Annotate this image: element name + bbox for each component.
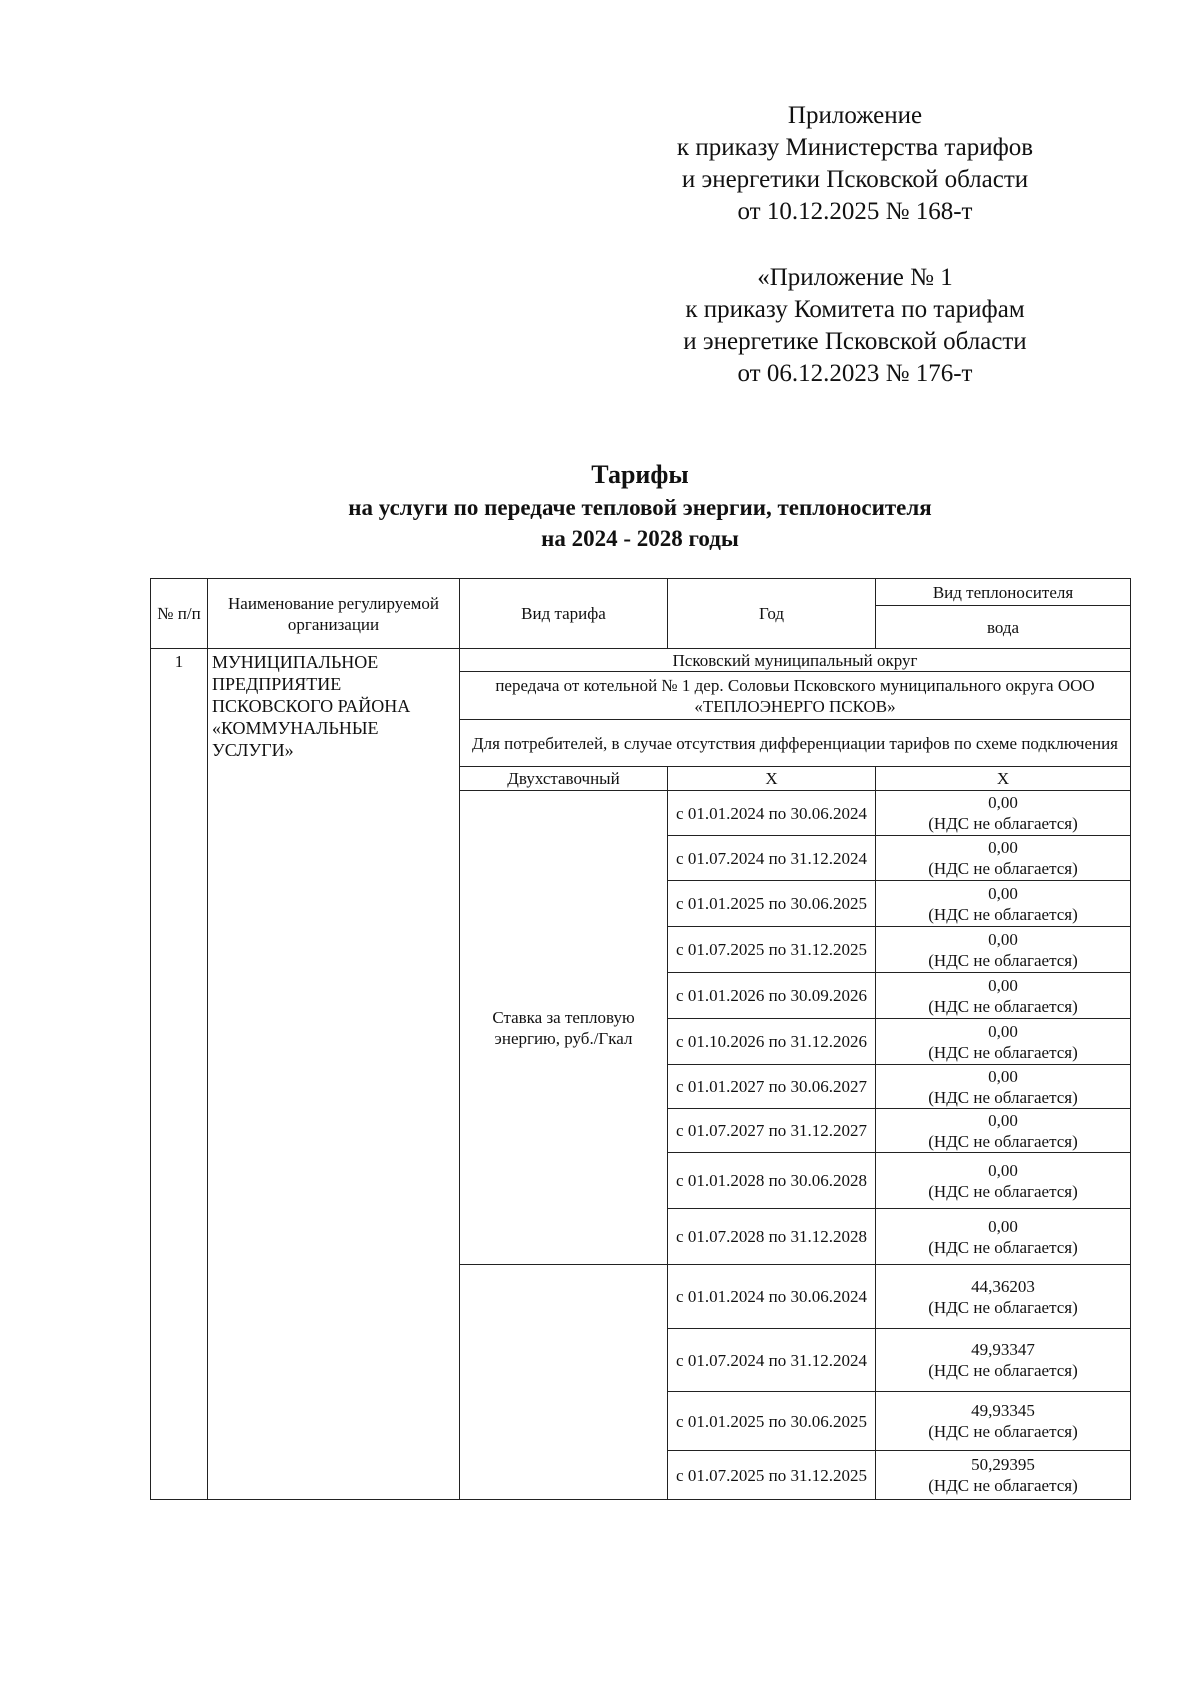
vat-note: (НДС не облагается) (928, 1476, 1078, 1495)
transfer-row: передача от котельной № 1 дер. Соловьи Псковского муниципального округа ООО «ТЕПЛОЭНЕРГО ПСКОВ» (460, 672, 1131, 720)
tariff-value: 49,93345 (971, 1401, 1035, 1420)
header-carrier-water: вода (876, 606, 1131, 649)
period-cell: с 01.10.2026 по 31.12.2026 (668, 1019, 876, 1065)
period-cell: с 01.07.2025 по 31.12.2025 (668, 1451, 876, 1500)
two-rate-label: Двухставочный (460, 767, 668, 791)
value-cell (876, 1392, 1131, 1451)
approval-line: и энергетики Псковской области (681, 166, 1029, 193)
period-cell: с 01.07.2024 по 31.12.2024 (668, 1329, 876, 1392)
period-cell: с 01.07.2028 по 31.12.2028 (668, 1209, 876, 1265)
vat-note: (НДС не облагается) (928, 1042, 1078, 1062)
value-cell (876, 973, 1131, 1019)
value-cell (876, 791, 1131, 836)
title-subtitle: на услуги по передаче тепловой энергии, теплоносителя (348, 495, 932, 520)
vat-note: (НДС не облагается) (928, 950, 1078, 970)
header-tariff-type: Вид тарифа (460, 579, 668, 649)
tariff-table (150, 578, 1131, 1500)
approval-line: к приказу Министерства тарифов (676, 134, 1034, 161)
approval-line: Приложение (787, 102, 923, 129)
value-cell (876, 1019, 1131, 1065)
vat-note: (НДС не облагается) (928, 814, 1078, 833)
approval-line: и энергетике Псковской области (683, 328, 1027, 355)
approval-line: «Приложение № 1 (757, 264, 953, 291)
header-organization: Наименование регулируемой организации (208, 579, 460, 649)
tariff-value: 49,93347 (971, 1340, 1035, 1359)
vat-note: (НДС не облагается) (928, 1181, 1078, 1201)
value-cell (876, 1109, 1131, 1153)
vat-note: (НДС не облагается) (928, 1297, 1078, 1317)
tariff-value: 0,00 (988, 1110, 1018, 1130)
x-mark-year: Х (668, 767, 876, 791)
header-carrier: Вид теплоносителя (876, 579, 1131, 606)
tariff-value: 0,00 (988, 1160, 1018, 1180)
period-cell: с 01.01.2025 по 30.06.2025 (668, 1392, 876, 1451)
tariff-value: 0,00 (988, 838, 1018, 857)
title-period: на 2024 - 2028 годы (541, 526, 739, 551)
period-cell: с 01.01.2027 по 30.06.2027 (668, 1065, 876, 1109)
period-cell: с 01.07.2025 по 31.12.2025 (668, 927, 876, 973)
header-year: Год (668, 579, 876, 649)
approval-line: к приказу Комитета по тарифам (685, 296, 1025, 323)
vat-note: (НДС не облагается) (928, 1361, 1078, 1380)
tariff-value: 0,00 (988, 929, 1018, 949)
period-cell: с 01.01.2028 по 30.06.2028 (668, 1153, 876, 1209)
tariff-value: 0,00 (988, 975, 1018, 995)
consumers-row: Для потребителей, в случае отсутствия дифференциации тарифов по схеме подключения (460, 720, 1131, 767)
value-cell (876, 1265, 1131, 1329)
second-rate-label (460, 1265, 668, 1500)
tariff-value: 0,00 (988, 883, 1018, 903)
approval-block-appendix (620, 100, 1090, 228)
period-cell: с 01.07.2024 по 31.12.2024 (668, 836, 876, 881)
value-cell (876, 1065, 1131, 1109)
vat-note: (НДС не облагается) (928, 996, 1078, 1016)
value-cell (876, 1329, 1131, 1392)
vat-note: (НДС не облагается) (928, 859, 1078, 878)
header-number: № п/п (151, 579, 208, 649)
period-cell: с 01.01.2026 по 30.09.2026 (668, 973, 876, 1019)
value-cell (876, 1451, 1131, 1500)
tariff-value: 44,36203 (971, 1276, 1035, 1296)
period-cell: с 01.07.2027 по 31.12.2027 (668, 1109, 876, 1153)
vat-note: (НДС не облагается) (928, 1422, 1078, 1441)
period-cell: с 01.01.2025 по 30.06.2025 (668, 881, 876, 927)
value-cell (876, 836, 1131, 881)
row-number: 1 (151, 649, 208, 1500)
value-cell (876, 1153, 1131, 1209)
heat-rate-label: Ставка за тепловую энергию, руб./Гкал (460, 791, 668, 1265)
value-cell (876, 927, 1131, 973)
document-title (150, 458, 1130, 554)
tariff-value: 0,00 (988, 793, 1018, 812)
value-cell (876, 881, 1131, 927)
vat-note: (НДС не облагается) (928, 1087, 1078, 1107)
vat-note: (НДС не облагается) (928, 1131, 1078, 1151)
title-main: Тарифы (591, 460, 689, 489)
organization-name: МУНИЦИПАЛЬНОЕ ПРЕДПРИЯТИЕ ПСКОВСКОГО РАЙОНА «КОММУНАЛЬНЫЕ УСЛУГИ» (208, 649, 460, 1500)
x-mark-value: Х (876, 767, 1131, 791)
period-cell: с 01.01.2024 по 30.06.2024 (668, 1265, 876, 1329)
approval-line: от 06.12.2023 № 176-т (737, 360, 973, 387)
vat-note: (НДС не облагается) (928, 904, 1078, 924)
district-row: Псковский муниципальный округ (460, 649, 1131, 672)
approval-block-original (620, 262, 1090, 390)
value-cell (876, 1209, 1131, 1265)
tariff-value: 0,00 (988, 1066, 1018, 1086)
tariff-value: 50,29395 (971, 1455, 1035, 1474)
vat-note: (НДС не облагается) (928, 1237, 1078, 1257)
tariff-value: 0,00 (988, 1021, 1018, 1041)
period-cell: с 01.01.2024 по 30.06.2024 (668, 791, 876, 836)
tariff-value: 0,00 (988, 1216, 1018, 1236)
approval-line: от 10.12.2025 № 168-т (737, 198, 973, 225)
